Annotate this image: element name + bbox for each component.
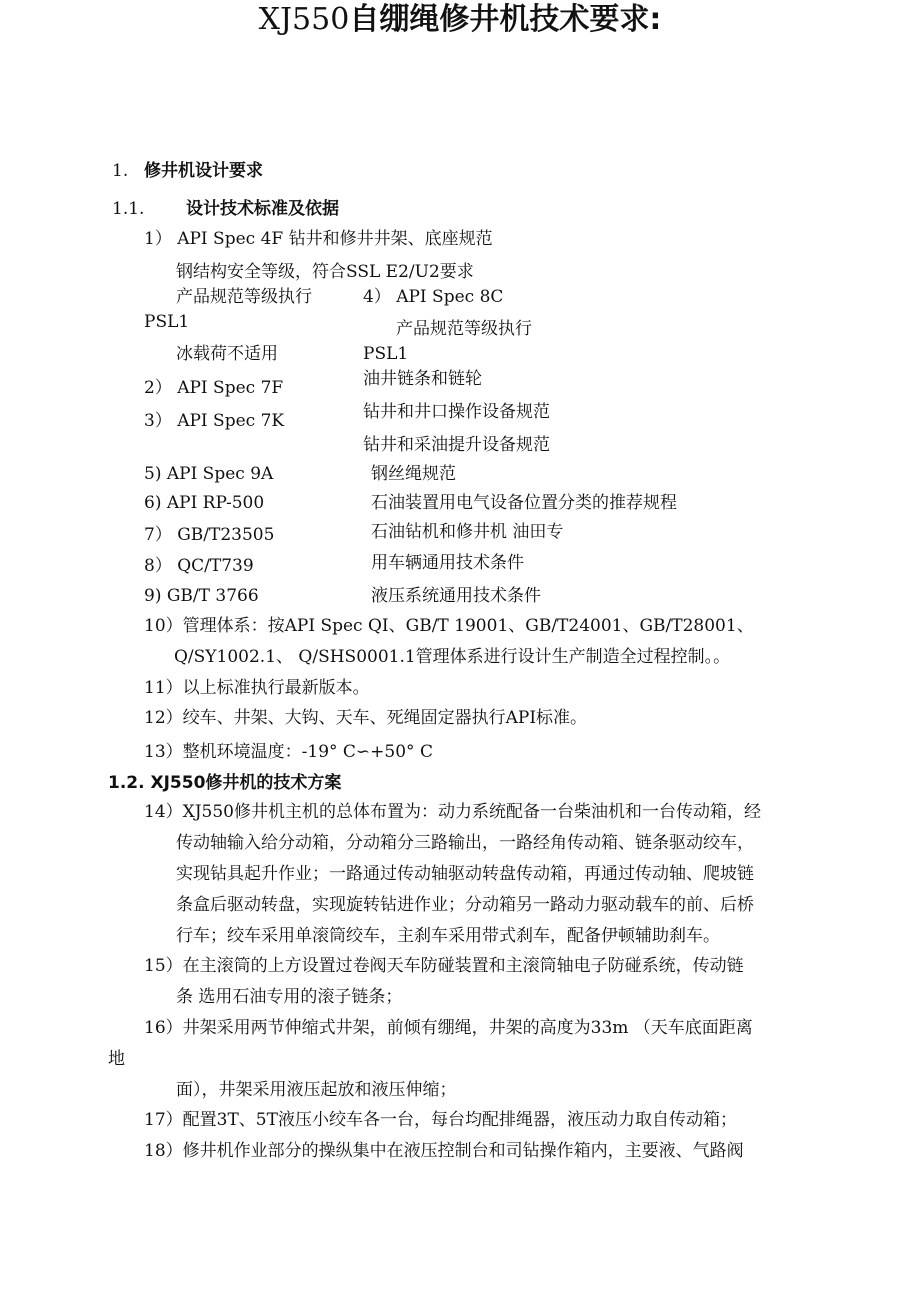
- list-item: 冰载荷不适用: [176, 344, 278, 364]
- list-item: PSL1: [363, 344, 409, 364]
- paragraph-line: 15）在主滚筒的上方设置过卷阀天车防碰装置和主滚筒轴电子防碰系统，传动链: [144, 956, 744, 976]
- list-item: 6) API RP-500: [144, 493, 265, 513]
- list-item: 3） API Spec 7K: [144, 411, 285, 431]
- section-1-title: 修井机设计要求: [144, 161, 263, 181]
- list-item: 钢丝绳规范: [371, 464, 456, 484]
- paragraph-line: 行车；绞车采用单滚筒绞车，主刹车采用带式刹车，配备伊顿辅助刹车。: [176, 926, 720, 946]
- list-item: 油井链条和链轮: [363, 369, 482, 389]
- list-item: 1） API Spec 4F 钻井和修井井架、底座规范: [144, 229, 493, 249]
- list-item: 产品规范等级执行: [176, 287, 312, 307]
- paragraph-line: 地: [108, 1049, 125, 1069]
- section-1-2-title: 1.2. XJ550修井机的技术方案: [108, 773, 342, 793]
- list-item: Q/SY1002.1、 Q/SHS0001.1管理体系进行设计生产制造全过程控制。。: [174, 647, 731, 667]
- paragraph-line: 14）XJ550修井机主机的总体布置为：动力系统配备一台柴油机和一台传动箱，经: [144, 802, 761, 822]
- list-item: 10）管理体系：按API Spec QI、GB/T 19001、GB/T24001、GB/T28001、: [144, 616, 754, 636]
- paragraph-line: 17）配置3T、5T液压小绞车各一台，每台均配排绳器，液压动力取自传动箱；: [144, 1110, 737, 1130]
- list-item: 11）以上标准执行最新版本。: [144, 678, 370, 698]
- paragraph-line: 条盒后驱动转盘，实现旋转钻进作业；分动箱另一路动力驱动载车的前、后桥: [176, 895, 754, 915]
- title-model: XJ550: [258, 2, 350, 37]
- list-item: 液压系统通用技术条件: [371, 586, 541, 606]
- section-1-1-number: 1.1.: [112, 199, 145, 219]
- section-1-1-title: 设计技术标准及依据: [186, 199, 339, 219]
- list-item: 石油装置用电气设备位置分类的推荐规程: [371, 493, 677, 513]
- list-item: 8） QC/T739: [144, 556, 254, 576]
- title-text: 自绷绳修井机技术要求:: [349, 2, 662, 37]
- list-item: 13）整机环境温度：-19° C∽+50° C: [144, 742, 433, 762]
- paragraph-line: 18）修井机作业部分的操纵集中在液压控制台和司钻操作箱内，主要液、气路阀: [144, 1141, 744, 1161]
- paragraph-line: 条 选用石油专用的滚子链条；: [176, 987, 403, 1007]
- list-item: PSL1: [144, 312, 190, 332]
- list-item: 钢结构安全等级，符合SSL E2/U2要求: [176, 262, 474, 282]
- list-item: 7） GB/T23505: [144, 525, 275, 545]
- list-item: 钻井和采油提升设备规范: [363, 435, 550, 455]
- list-item: 用车辆通用技术条件: [371, 553, 524, 573]
- list-item: 产品规范等级执行: [396, 319, 532, 339]
- paragraph-line: 面），井架采用液压起放和液压伸缩；: [176, 1080, 457, 1100]
- section-1-number: 1.: [112, 161, 129, 181]
- paragraph-line: 16）井架采用两节伸缩式井架，前倾有绷绳，井架的高度为33m （天车底面距离: [144, 1018, 753, 1038]
- list-item: 9) GB/T 3766: [144, 586, 259, 606]
- list-item: 12）绞车、井架、大钩、天车、死绳固定器执行API标准。: [144, 708, 588, 728]
- paragraph-line: 实现钻具起升作业；一路通过传动轴驱动转盘传动箱，再通过传动轴、爬坡链: [176, 864, 754, 884]
- paragraph-line: 传动轴输入给分动箱，分动箱分三路输出，一路经角传动箱、链条驱动绞车，: [176, 833, 754, 853]
- list-item: 5) API Spec 9A: [144, 464, 274, 484]
- list-item: 钻井和井口操作设备规范: [363, 402, 550, 422]
- page-title: [0, 0, 920, 40]
- list-item: 2） API Spec 7F: [144, 378, 284, 398]
- list-item: 4） API Spec 8C: [363, 287, 504, 307]
- list-item: 石油钻机和修井机 油田专: [371, 522, 564, 542]
